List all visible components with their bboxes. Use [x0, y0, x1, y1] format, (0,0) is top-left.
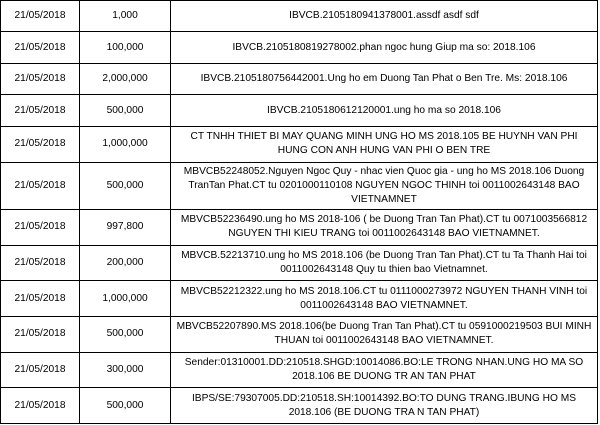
date-cell: 21/05/2018 [1, 281, 80, 317]
table-row [1, 352, 598, 388]
amount-cell: 300,000 [80, 352, 171, 388]
table-row [1, 316, 598, 352]
amount-cell: 100,000 [80, 32, 171, 63]
date-cell: 21/05/2018 [1, 32, 80, 63]
description-cell: IBVCB.2105180819278002.phan ngoc hung Giup ma so: 2018.106 [171, 32, 598, 63]
table-row [1, 209, 598, 245]
table-row [1, 388, 598, 424]
amount-cell: 200,000 [80, 245, 171, 281]
date-cell: 21/05/2018 [1, 1, 80, 32]
table-row [1, 32, 598, 63]
amount-cell: 500,000 [80, 162, 171, 209]
date-cell: 21/05/2018 [1, 63, 80, 94]
amount-cell: 500,000 [80, 95, 171, 126]
description-cell: IBVCB.2105180941378001.assdf asdf sdf [171, 1, 598, 32]
amount-cell: 1,000 [80, 1, 171, 32]
table-row [1, 281, 598, 317]
description-cell: IBVCB.2105180612120001.ung ho ma so 2018.106 [171, 95, 598, 126]
description-cell: MBVCB52207890.MS 2018.106(be Duong Tran Tan Phat).CT tu 0591000219503 BUI MINH THUAN toi 0011002643148 BAO VIETNAMNET. [171, 316, 598, 352]
description-cell: IBVCB.2105180756442001.Ung ho em Duong Tan Phat o Ben Tre. Ms: 2018.106 [171, 63, 598, 94]
table-row [1, 95, 598, 126]
amount-cell: 500,000 [80, 316, 171, 352]
amount-cell: 500,000 [80, 388, 171, 424]
amount-cell: 2,000,000 [80, 63, 171, 94]
date-cell: 21/05/2018 [1, 388, 80, 424]
date-cell: 21/05/2018 [1, 316, 80, 352]
description-cell: IBPS/SE:79307005.DD:210518.SH:10014392.BO:TO DUNG TRANG.IBUNG HO MS 2018.106 (BE DUONG TRA N TAN PHAT) [171, 388, 598, 424]
table-row [1, 162, 598, 209]
date-cell: 21/05/2018 [1, 245, 80, 281]
description-cell: MBVCB52212322.ung ho MS 2018.106.CT tu 0111000273972 NGUYEN THANH VINH toi 0011002643148 BAO VIETNAMNET. [171, 281, 598, 317]
table-row [1, 245, 598, 281]
description-cell: MBVCB52248052.Nguyen Ngoc Quy - nhac vien Quoc gia - ung ho MS 2018.106 Duong TranTan Phat.CT tu 0201000110108 NGUYEN NGOC THINH toi 0011002643148 BAO VIETNAMNET [171, 162, 598, 209]
table-row [1, 63, 598, 94]
description-cell: MBVCB.52213710.ung ho MS 2018.106 (be Duong Tran Tan Phat).CT tu Ta Thanh Hai toi 0011002643148 Quy tu thien bao Vietnamnet. [171, 245, 598, 281]
table-row [1, 1, 598, 32]
date-cell: 21/05/2018 [1, 352, 80, 388]
date-cell: 21/05/2018 [1, 162, 80, 209]
date-cell: 21/05/2018 [1, 126, 80, 162]
table-row [1, 126, 598, 162]
date-cell: 21/05/2018 [1, 95, 80, 126]
amount-cell: 1,000,000 [80, 281, 171, 317]
date-cell: 21/05/2018 [1, 209, 80, 245]
amount-cell: 1,000,000 [80, 126, 171, 162]
description-cell: CT TNHH THIET BI MAY QUANG MINH UNG HO MS 2018.105 BE HUYNH VAN PHI HUNG CON ANH HUNG VAN PHI O BEN TRE [171, 126, 598, 162]
description-cell: Sender:01310001.DD:210518.SHGD:10014086.BO:LE TRONG NHAN.UNG HO MA SO 2018.106 BE DUONG TR AN TAN PHAT [171, 352, 598, 388]
description-cell: MBVCB52236490.ung ho MS 2018-106 ( be Duong Tran Tan Phat).CT tu 0071003566812 NGUYEN THI KIEU TRANG toi 0011002643148 BAO VIETNAMNET. [171, 209, 598, 245]
amount-cell: 997,800 [80, 209, 171, 245]
